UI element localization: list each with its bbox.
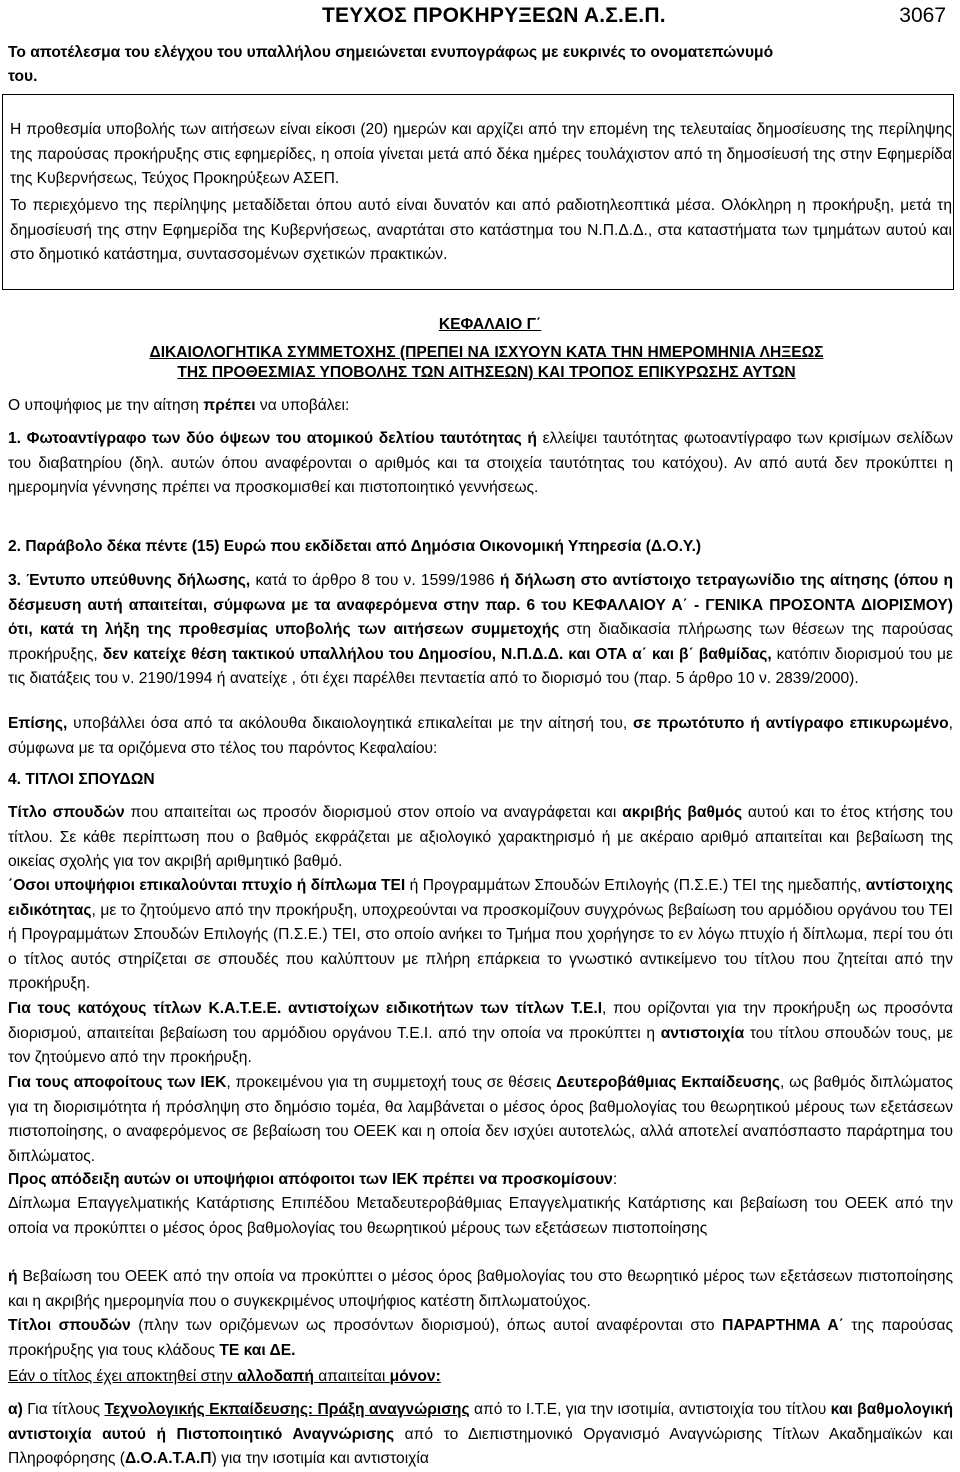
proof-heading: Προς απόδειξη αυτών οι υποψήφιοι απόφοιτοι των ΙΕΚ πρέπει να προσκομίσουν:	[8, 1171, 618, 1188]
page-number: 3067	[899, 4, 946, 27]
degree-paragraph: Τίτλο σπουδών που απαιτείται ως προσόν διορισμού στον οποίο να αναγράφεται και ακριβής βαθμός αυτού και το έτος κτήσης του τίτλου. Σε κάθε περίπτωση που ο βαθμός εκφράζεται με αξιολογικό χαρακτηρισμό ή με ακέραιο αριθμό απαιτείται και βεβαίωση της οικείας σχολής για τον ακριβή αριθμητικό βαθμό.	[8, 804, 953, 870]
intro-paragraph	[8, 41, 953, 89]
chapter-title: ΚΕΦΑΛΑΙΟ Γ΄	[438, 316, 542, 333]
intro-line-2: του.	[8, 68, 38, 85]
item-3: 3. Έντυπο υπεύθυνης δήλωσης, κατά το άρθρο 8 του ν. 1599/1986 ή δήλωση στο αντίστοιχο τετραγωνίδιο της αίτησης (όπου η δέσμευση αυτή απαιτείται, σύμφωνα με τα αναφερόμενα στην παρ. 6 του ΚΕΦΑΛΑΙΟΥ Α΄ - ΓΕΝΙΚΑ ΠΡΟΣΟΝΤΑ ΔΙΟΡΙΣΜΟΥ) ότι, κατά τη λήξη της προθεσμίας υποβολής των αιτήσεων συμμετοχής στη διαδικασία πλήρωσης των θέσεων της παρούσας προκήρυξης, δεν κατείχε θέση τακτικού υπαλλήλου του Δημοσίου, Ν.Π.Δ.Δ. και ΟΤΑ α΄ και β΄ βαθμίδας, κατόπιν διορισμού του με τις διατάξεις του ν. 2190/1994 ή ανατείχε , ότι έχει παρέλθει πενταετία από το διορισμό του (παρ. 5 άρθρο 10 ν. 2839/2000).	[8, 572, 953, 687]
header-title: ΤΕΥΧΟΣ ΠΡΟΚΗΡΥΞΕΩΝ Α.Σ.Ε.Π.	[322, 4, 666, 27]
or-paragraph: ή Βεβαίωση του ΟΕΕΚ από την οποία να προκύπτει ο μέσος όρος βαθμολογίας του στο θεωρητικό μέρος των εξετάσεων πιστοποίησης και η ακριβής ημερομηνία που ο συγκεκριμένος υποψήφιος κατέστη διπλωματούχος.	[8, 1268, 953, 1310]
chapter-heading-line-2: ΤΗΣ ΠΡΟΘΕΣΜΙΑΣ ΥΠΟΒΟΛΗΣ ΤΩΝ ΑΙΤΗΣΕΩΝ) ΚΑΙ ΤΡΟΠΟΣ ΕΠΙΚΥΡΩΣΗΣ ΑΥΤΩΝ	[177, 364, 796, 381]
chapter-heading-line-1: ΔΙΚΑΙΟΛΟΓΗΤΙΚΑ ΣΥΜΜΕΤΟΧΗΣ (ΠΡΕΠΕΙ ΝΑ ΙΣΧΥΟΥΝ ΚΑΤΑ ΤΗΝ ΗΜΕΡΟΜΗΝΙΑ ΛΗΞΕΩΣ	[149, 344, 824, 361]
box-paragraph-1: Η προθεσμία υποβολής των αιτήσεων είναι είκοσι (20) ημερών και αρχίζει από την επομένη της τελευταίας δημοσίευσης της περίληψης της παρούσας προκήρυξης στις εφημερίδες, η οποία γίνεται μετά από δέκα ημέρες τουλάχιστον από τη δημοσίευσή της στην Εφημερίδα της Κυβερνήσεως, Τεύχος Προκηρύξεων ΑΣΕΠ.	[10, 121, 952, 187]
chapter-heading	[14, 343, 959, 383]
item-4-title: 4. ΤΙΤΛΟΙ ΣΠΟΥΔΩΝ	[8, 771, 155, 788]
item-1: 1. Φωτοαντίγραφο των δύο όψεων του ατομικού δελτίου ταυτότητας ή ελλείψει ταυτότητας φωτοαντίγραφο των κρισίμων σελίδων του διαβατηρίου (δηλ. αυτών όπου αναφέρονται ο αριθμός και τα στοιχεία ταυτότητας του κατόχου). Αν από αυτά δεν προκύπτει η ημερομηνία γέννησης πρέπει να προσκομισθεί και πιστοποιητικό γεννήσεως.	[8, 430, 953, 496]
degrees-annex-paragraph: Τίτλοι σπουδών (πλην των οριζόμενων ως προσόντων διορισμού), όπως αυτοί αναφέρονται στο ΠΑΡΑΡΤΗΜΑ Α΄ της παρούσας προκήρυξης για τους κλάδους ΤΕ και ΔΕ.	[8, 1317, 953, 1359]
item-a: α) Για τίτλους Τεχνολογικής Εκπαίδευσης: Πράξη αναγνώρισης από το Ι.Τ.Ε, για την ισοτιμία, αντιστοιχία του τίτλου και βαθμολογική αντιστοιχία αυτού ή Πιστοποιητικό Αναγνώρισης από το Διεπιστημονικό Οργανισμό Αναγνώρισης Τίτλων Ακαδημαϊκών και Πληροφόρησης (Δ.Ο.Α.Τ.Α.Π) για την ισοτιμία και αντιστοιχία	[8, 1401, 954, 1467]
tei-paragraph: ΄Οσοι υποψήφιοι επικαλούνται πτυχίο ή δίπλωμα ΤΕΙ ή Προγραμμάτων Σπουδών Επιλογής (Π.Σ.Ε.) ΤΕΙ της ημεδαπής, αντίστοιχης ειδικότητας, με το ζητούμενο από την προκήρυξη, υποχρεούνται να προσκομίζουν συγχρόνως βεβαίωση του αρμόδιου οργάνου του ΤΕΙ ή Προγραμμάτων Σπουδών Επιλογής (Π.Σ.Ε.) ΤΕΙ, στο οποίο ανήκει το Τμήμα που χορήγησε το εν λόγω πτυχίο ή δίπλωμα, περί του ότι ο τίτλος αυτός στηρίζεται σε σπουδές που καλύπτουν με πλήρη επάρκεια το γνωστικό αντικείμενο του τίτλου που ζητείται από την προκήρυξη.	[8, 877, 954, 992]
box-paragraph-2: Το περιεχόμενο της περίληψης μεταδίδεται όπου αυτό είναι δυνατόν και από ραδιοτηλεοπτικά μέσα. Ολόκληρη η προκήρυξη, μετά τη δημοσίευσή της στην Εφημερίδα της Κυβερνήσεως, αναρτάται στο κατάστημα του Ν.Π.Δ.Δ., στα καταστήματα των τμημάτων αυτού και στο δημοτικό κατάστημα, συντασσομένων σχετικών πρακτικών.	[10, 197, 952, 263]
foreign-title-heading: Εάν ο τίτλος έχει αποκτηθεί στην αλλοδαπή απαιτείται μόνον:	[8, 1368, 441, 1385]
lead-sentence: Ο υποψήφιος με την αίτηση πρέπει να υποβάλει:	[8, 397, 350, 414]
item-2: 2. Παράβολο δέκα πέντε (15) Ευρώ που εκδίδεται από Δημόσια Οικονομική Υπηρεσία (Δ.Ο.Υ.)	[8, 538, 702, 555]
intro-line-1: Το αποτέλεσμα του ελέγχου του υπαλλήλου σημειώνεται ενυπογράφως με ευκρινές το ονοματεπώνυμό	[8, 44, 774, 61]
page-header	[0, 4, 960, 30]
diploma-paragraph: Δίπλωμα Επαγγελματικής Κατάρτισης Επιπέδου Μεταδευτεροβάθμιας Επαγγελματικής Κατάρτισης και βεβαίωση του ΟΕΕΚ από την οποία να προκύπτει ο μέσος όρος βαθμολογίας του θεωρητικού μέρους των εξετάσεων πιστοποίησης	[8, 1195, 953, 1237]
also-submits: Επίσης, υποβάλλει όσα από τα ακόλουθα δικαιολογητικά επικαλείται με την αίτησή του, σε πρωτότυπο ή αντίγραφο επικυρωμένο, σύμφωνα με τα οριζόμενα στο τέλος του παρόντος Κεφαλαίου:	[8, 715, 953, 757]
katee-paragraph: Για τους κατόχους τίτλων Κ.Α.Τ.Ε.Ε. αντιστοίχων ειδικοτήτων των τίτλων Τ.Ε.Ι, που ορίζονται για την προκήρυξη ως προσόντα διορισμού, απαιτείται βεβαίωση του αρμόδιου οργάνου Τ.Ε.Ι. από την οποία να προκύπτει η αντιστοιχία του τίτλου σπουδών τους, με τον ζητούμενο από την προκήρυξη.	[8, 1000, 953, 1066]
iek-paragraph: Για τους αποφοίτους των ΙΕΚ, προκειμένου για τη συμμετοχή τους σε θέσεις Δευτεροβάθμιας Εκπαίδευσης, ως βαθμός διπλώματος για τη διορισιμότητα ή πρόσληψη στο δημόσιο τομέα, θα λαμβάνεται ο μέσος όρος βαθμολογίας του θεωρητικού μέρους των εξετάσεων πιστοποίησης, ο αναφερόμενος σε βεβαίωση του ΟΕΕΚ και η οποία δεν ισχύει αυτοτελώς, αλλά αποτελεί αναπόσπαστο παράρτημα του διπλώματος.	[8, 1074, 953, 1165]
